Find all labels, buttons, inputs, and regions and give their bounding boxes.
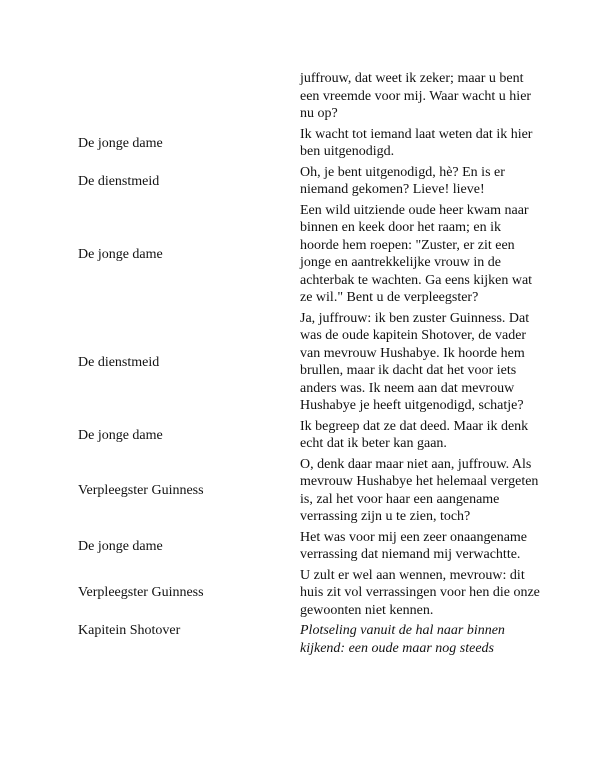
dialogue-line: juffrouw, dat weet ik zeker; maar u bent een vreemde voor mij. Waar wacht u hier nu op? <box>300 71 532 121</box>
dialogue-row <box>78 310 548 415</box>
dialogue-row <box>78 529 548 564</box>
dialogue-row <box>78 622 548 657</box>
dialogue-row <box>78 126 548 161</box>
speaker-name: De jonge dame <box>78 538 163 554</box>
dialogue-line: Ik begreep dat ze dat deed. Maar ik denk echt dat ik beter kan gaan. <box>300 418 529 451</box>
dialogue-row <box>78 456 548 526</box>
dialogue-line: Ja, juffrouw: ik ben zuster Guinness. Dat was de oude kapitein Shotover, de vader van mevrouw Hushabye. Ik hoorde hem brullen, maar ik dacht dat het voor iets anders was. Ik neem aan dat mevrouw Hushabye je heeft uitgenodigd, schatje? <box>300 310 530 413</box>
dialogue-line: O, denk daar maar niet aan, juffrouw. Als mevrouw Hushabye het helemaal vergeten is, zal het voor haar een aangename verrassing zijn u te zien, toch? <box>300 456 539 524</box>
speaker-name: De dienstmeid <box>78 173 160 189</box>
dialogue-row <box>78 70 548 123</box>
dialogue-line: Ik wacht tot iemand laat weten dat ik hier ben uitgenodigd. <box>300 126 533 159</box>
speaker-name: De jonge dame <box>78 246 163 262</box>
speaker-name: De dienstmeid <box>78 354 160 370</box>
stage-direction: Plotseling vanuit de hal naar binnen kijkend: een oude maar nog steeds <box>300 623 505 656</box>
dialogue-row <box>78 202 548 307</box>
speaker-name: De jonge dame <box>78 135 163 151</box>
dialogue-row <box>78 567 548 620</box>
dialogue-line: Een wild uitziende oude heer kwam naar binnen en keek door het raam; en ik hoorde hem roepen: "Zuster, er zit een jonge en aantrekkelijke vrouw in de achterbak te wachten. Ga eens kijken wat ze wil." Bent u de verpleegster? <box>300 202 533 305</box>
dialogue-table <box>78 70 548 660</box>
dialogue-row <box>78 418 548 453</box>
dialogue-row <box>78 164 548 199</box>
dialogue-line: Oh, je bent uitgenodigd, hè? En is er niemand gekomen? Lieve! lieve! <box>300 164 505 197</box>
speaker-name: Verpleegster Guinness <box>78 483 204 498</box>
speaker-name: De jonge dame <box>78 427 163 443</box>
dialogue-line: U zult er wel aan wennen, mevrouw: dit huis zit vol verrassingen voor hen die onze gewoonten niet kennen. <box>300 567 540 618</box>
dialogue-line: Het was voor mij een zeer onaangename verrassing dat niemand mij verwachtte. <box>300 529 528 562</box>
speaker-name: Verpleegster Guinness <box>78 585 204 601</box>
speaker-name: Kapitein Shotover <box>78 623 181 638</box>
